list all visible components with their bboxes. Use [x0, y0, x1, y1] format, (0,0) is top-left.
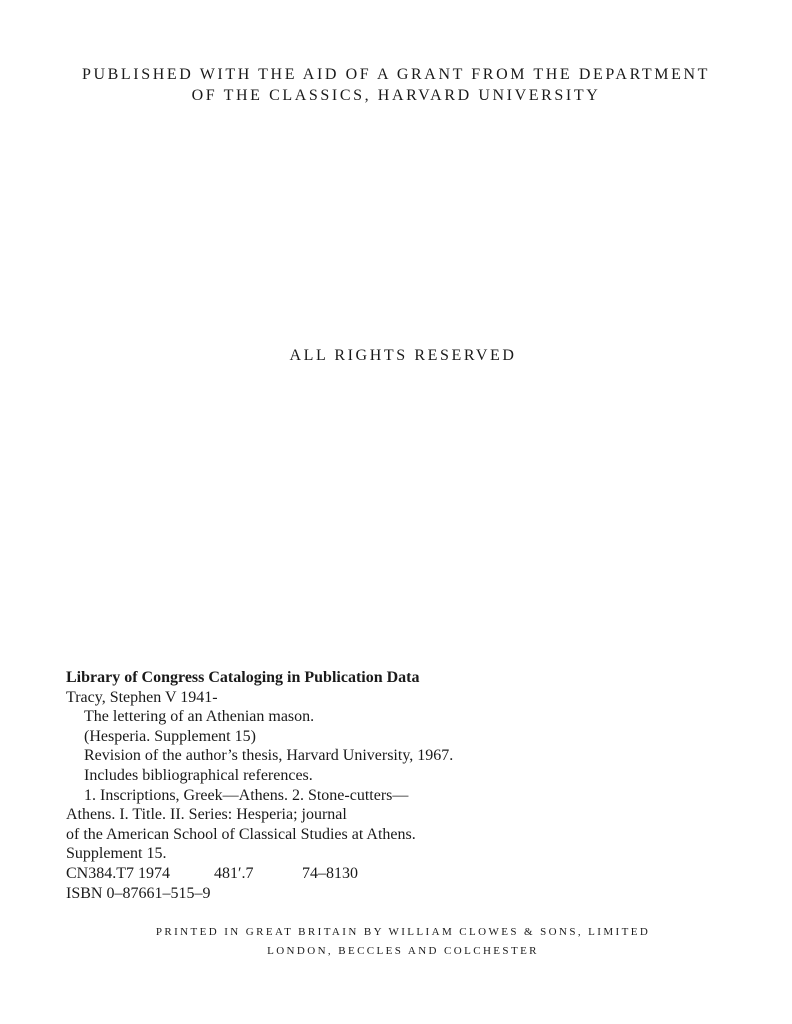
rights-statement: ALL RIGHTS RESERVED: [289, 347, 517, 364]
cip-heading: Library of Congress Cataloging in Publication Data: [66, 669, 420, 686]
cip-subjects-1: 1. Inscriptions, Greek—Athens. 2. Stone-cutters—: [84, 786, 409, 804]
cip-lc-call-number: CN384.T7 1974: [66, 864, 170, 882]
cip-series: (Hesperia. Supplement 15): [84, 727, 256, 745]
grant-statement: [0, 64, 792, 106]
printer-line-1: PRINTED IN GREAT BRITAIN BY WILLIAM CLOWES & SONS, LIMITED: [155, 926, 651, 938]
printer-line-2: LONDON, BECCLES AND COLCHESTER: [267, 945, 539, 957]
cip-subjects-2: Athens. I. Title. II. Series: Hesperia; journal: [66, 806, 347, 824]
cip-block: [66, 668, 706, 903]
cip-subjects-4: Supplement 15.: [66, 845, 167, 863]
cip-subjects-3: of the American School of Classical Studies at Athens.: [66, 825, 416, 843]
cip-dewey-number: 481′.7: [214, 864, 254, 882]
cip-note-bibliography: Includes bibliographical references.: [84, 766, 313, 784]
printer-imprint: [0, 923, 792, 961]
cip-call-numbers: [66, 864, 706, 884]
grant-line-2: OF THE CLASSICS, HARVARD UNIVERSITY: [191, 87, 601, 104]
cip-note-thesis: Revision of the author’s thesis, Harvard University, 1967.: [84, 747, 454, 765]
cip-title: The lettering of an Athenian mason.: [84, 708, 315, 726]
cip-isbn: ISBN 0–87661–515–9: [66, 884, 211, 902]
cip-card-number: 74–8130: [302, 864, 358, 882]
grant-line-1: PUBLISHED WITH THE AID OF A GRANT FROM THE DEPARTMENT: [82, 66, 710, 83]
cip-author: Tracy, Stephen V 1941-: [66, 688, 218, 706]
